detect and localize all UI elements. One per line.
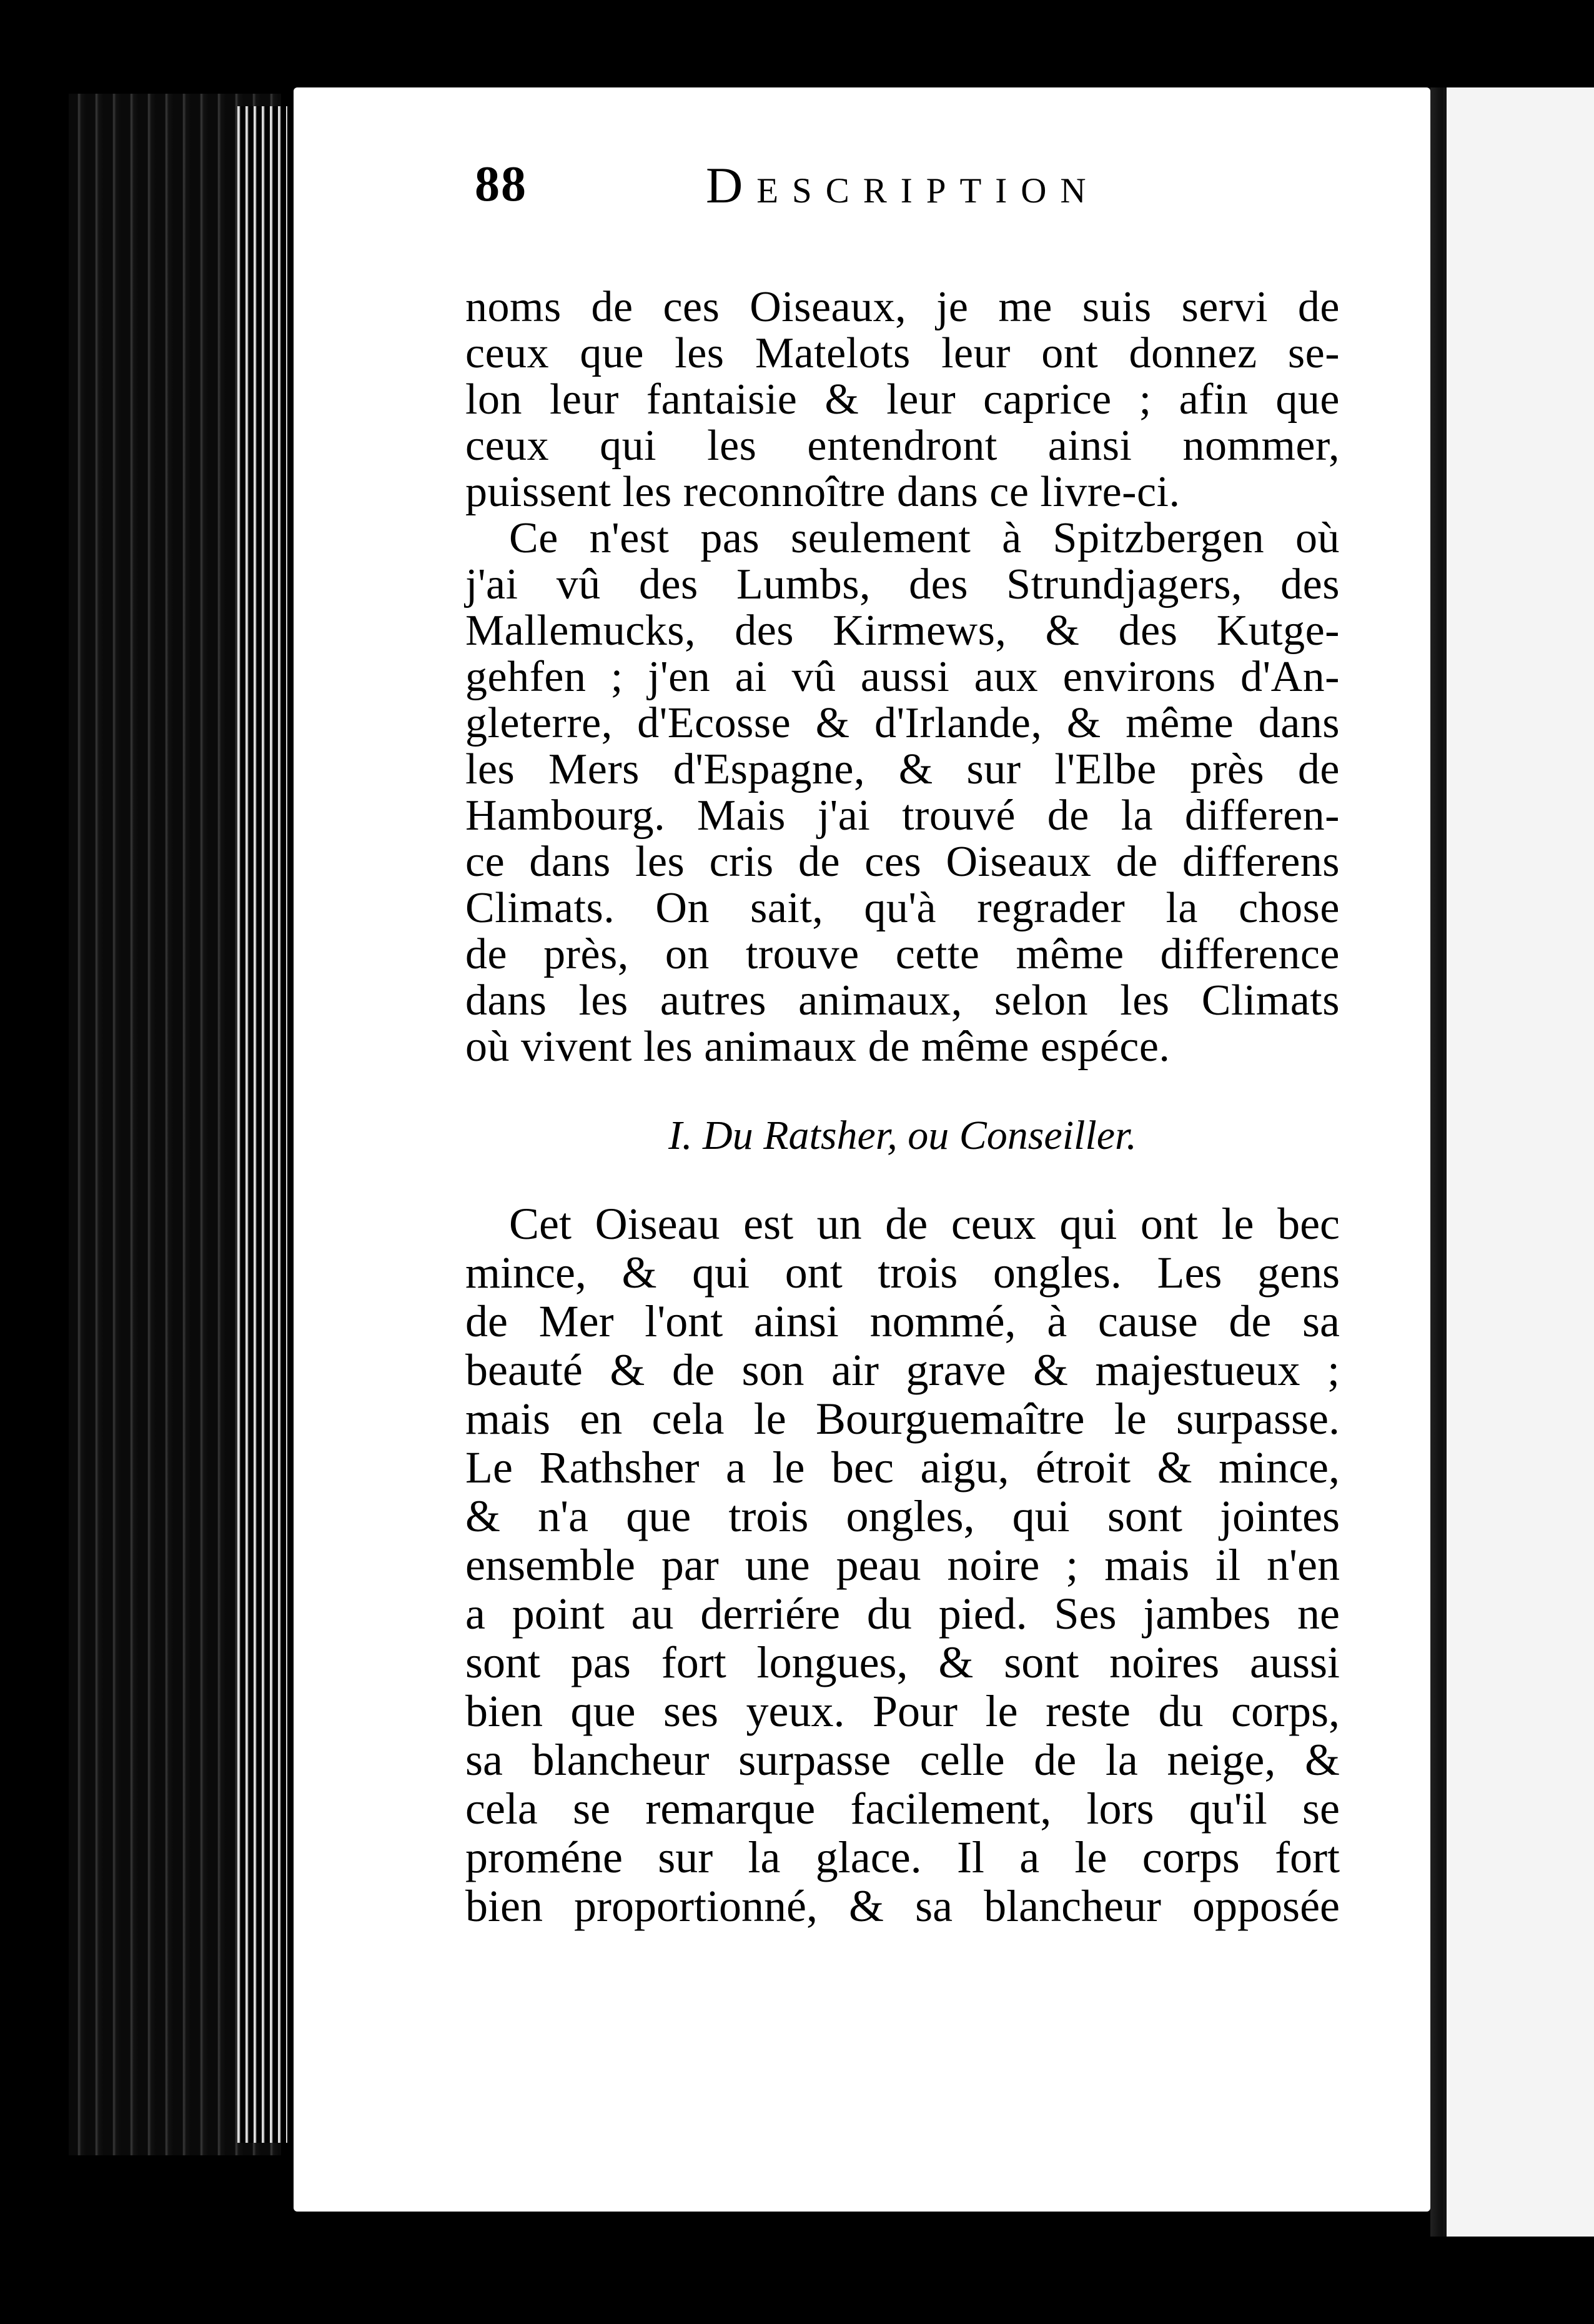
text-line: ce dans les cris de ces Oiseaux de differens (465, 838, 1340, 886)
text-line: mais en cela le Bourguemaître le surpasse. (465, 1394, 1340, 1444)
text-line: & n'a que trois ongles, qui sont jointes (465, 1491, 1340, 1541)
text-line: cela se remarque facilement, lors qu'il se (465, 1784, 1340, 1834)
text-line: a point au derriére du pied. Ses jambes ne (465, 1589, 1340, 1639)
section-heading: I. Du Ratsher, ou Conseiller. (668, 1113, 1137, 1158)
text-line: sa blancheur surpasse celle de la neige, & (465, 1735, 1340, 1785)
facing-page (1443, 87, 1594, 2237)
page-edges (237, 106, 287, 2143)
text-line: gehfen ; j'en ai vû aussi aux environs d'An- (465, 653, 1340, 701)
text-line: gleterre, d'Ecosse & d'Irlande, & même dans (465, 699, 1340, 747)
text-line: bien que ses yeux. Pour le reste du corps, (465, 1686, 1340, 1736)
text-line: noms de ces Oiseaux, je me suis servi de (465, 283, 1340, 331)
text-line: beauté & de son air grave & majestueux ; (465, 1345, 1340, 1395)
text-line: de Mer l'ont ainsi nommé, à cause de sa (465, 1296, 1340, 1346)
text-line: lon leur fantaisie & leur caprice ; afin que (465, 375, 1340, 424)
page-header (475, 156, 1362, 231)
text-line: mince, & qui ont trois ongles. Les gens (465, 1248, 1340, 1298)
body-text-bottom (465, 1199, 1340, 1930)
text-line: de près, on trouve cette même difference (465, 930, 1340, 978)
text-line: j'ai vû des Lumbs, des Strundjagers, des (465, 560, 1340, 608)
running-head: Description (706, 157, 1100, 214)
text-line: où vivent les animaux de même espéce. (465, 1023, 1171, 1071)
text-line: Cet Oiseau est un de ceux qui ont le bec (509, 1199, 1340, 1249)
page-number: 88 (475, 157, 527, 212)
text-line: dans les autres animaux, selon les Climats (465, 976, 1340, 1025)
body-text-top (465, 284, 1340, 1070)
text-line: proméne sur la glace. Il a le corps fort (465, 1832, 1340, 1882)
text-line: bien proportionné, & sa blancheur opposée (465, 1881, 1340, 1931)
text-line: les Mers d'Espagne, & sur l'Elbe près de (465, 745, 1340, 793)
text-line: ceux qui les entendront ainsi nommer, (465, 422, 1340, 470)
text-line: ceux que les Matelots leur ont donnez se- (465, 329, 1340, 377)
text-line: Ce n'est pas seulement à Spitzbergen où (509, 514, 1340, 562)
text-line: Mallemucks, des Kirmews, & des Kutge- (465, 607, 1340, 655)
text-line: Climats. On sait, qu'à regrader la chose (465, 884, 1340, 932)
text-line: ensemble par une peau noire ; mais il n'en (465, 1540, 1340, 1590)
text-line: puissent les reconnoître dans ce livre-ci. (465, 468, 1181, 516)
text-line: Hambourg. Mais j'ai trouvé de la differen- (465, 792, 1340, 840)
text-line: sont pas fort longues, & sont noires aussi (465, 1637, 1340, 1687)
text-line: Le Rathsher a le bec aigu, étroit & mince, (465, 1443, 1340, 1492)
